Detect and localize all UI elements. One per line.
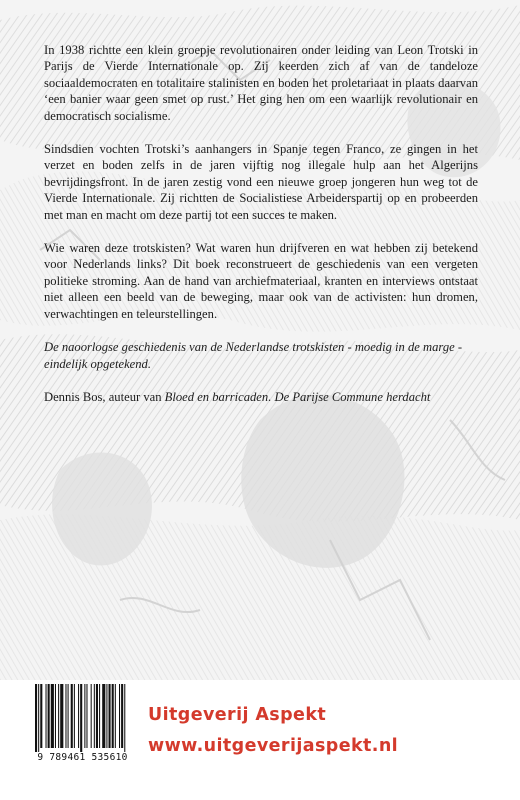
barcode-bar [68, 684, 69, 748]
barcode-bar [58, 684, 59, 748]
barcode-bar [80, 684, 82, 752]
barcode-bar [94, 684, 95, 748]
barcode-bar [55, 684, 56, 748]
barcode-bar [38, 684, 39, 752]
barcode-bar [106, 684, 107, 748]
barcode-bars [32, 682, 133, 754]
barcode-bar [99, 684, 100, 748]
review-quote: De naoorlogse geschiedenis van de Nederlandse trotskisten - moedig in de marge - eindelijk opgetekend. [44, 340, 463, 371]
isbn-barcode [32, 682, 133, 766]
barcode-bar [78, 684, 79, 748]
barcode-bar [96, 684, 98, 748]
blurb-text [44, 42, 478, 405]
barcode-bar [74, 684, 75, 748]
barcode-bar [124, 684, 125, 752]
attribution-author: Dennis Bos, auteur van [44, 389, 165, 404]
barcode-bar [84, 684, 85, 748]
barcode-bar [102, 684, 105, 748]
barcode-bar [121, 684, 123, 748]
barcode-bar [48, 684, 50, 748]
barcode-bar [115, 684, 116, 748]
publisher-url: www.uitgeverijaspekt.nl [148, 736, 399, 756]
barcode-bar [112, 684, 114, 748]
quote-attribution [44, 389, 478, 405]
barcode-bar [119, 684, 120, 748]
barcode-bar [35, 684, 37, 752]
barcode-bar [40, 684, 42, 748]
blurb-paragraph-3: Wie waren deze trotskisten? Wat waren hun drijfveren en wat hebben zij betekend voor Nederlands links? Dit boek reconstrueert de geschiedenis van een vergeten politieke stroming. Aan de hand van archiefmateriaal, kranten en interviews ontstaat niet alleen een beeld van de beweging, maar ook van de activisten: hun dromen, verwachtingen en teleurstellingen. [44, 241, 478, 321]
blurb-paragraph-1: In 1938 richtte een klein groepje revolutionairen onder leiding van Leon Trotski in Parijs de Vierde Internationale op. Zij keerden zich af van de tandeloze sociaaldemocraten en totalitaire stalinisten en boden het proletariaat in plaats daarvan ‘een banier waar geen smet op rust.’ Het ging hen om een waarlijk revolutionair en democratisch socialisme. [44, 43, 478, 123]
barcode-bar [109, 684, 111, 748]
barcode-bar [91, 684, 92, 748]
attribution-book-title: Bloed en barricaden. De Parijse Commune herdacht [164, 389, 431, 404]
barcode-bar [86, 684, 87, 748]
barcode-bar [71, 684, 73, 748]
barcode-bar [51, 684, 54, 748]
barcode-bar [60, 684, 63, 748]
barcode-digits: 9 789461 535610 [37, 752, 128, 763]
blurb-paragraph-2: Sindsdien vochten Trotski’s aanhangers in Spanje tegen Franco, ze gingen in het verzet en boden zelfs in de jaren vijftig nog illegale hulp aan het Algerijns bevrijdingsfront. In de jaren zestig vond een nieuwe groep jongeren hun weg tot de Vierde Internationale. Zij richtten de Socialistiese Arbeiderspartij op en probeerden met man en macht om deze partij tot een succes te maken. [44, 142, 478, 222]
barcode-bar [46, 684, 47, 748]
barcode-bar [65, 684, 66, 748]
publisher-name: Uitgeverij Aspekt [148, 705, 327, 725]
